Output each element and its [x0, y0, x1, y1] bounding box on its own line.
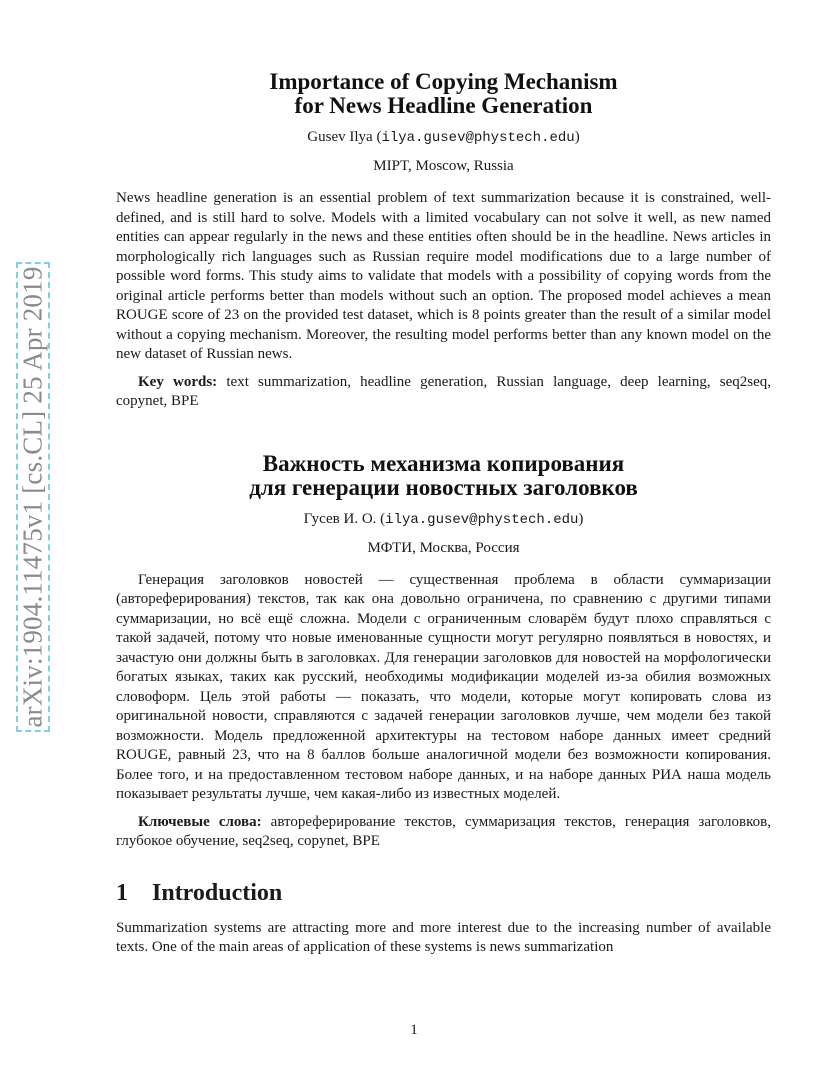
- russian-keywords: [116, 813, 771, 852]
- english-title-line1: Importance of Copying Mechanism: [269, 69, 618, 94]
- introduction-paragraph: Summarization systems are attracting more and more interest due to the increasing number of available texts. One of the main areas of application of these systems is news summarization: [116, 919, 771, 955]
- russian-author: [116, 510, 771, 529]
- english-author-close: ): [574, 129, 580, 145]
- russian-title-line2: для генерации новостных заголовков: [249, 474, 638, 500]
- russian-abstract: Генерация заголовков новостей — существенная проблема в области суммаризации (автореферирования) текстов, так как она довольно ограничена, по сравнению с другими типами суммаризации, но всё ещё сложна. Модели с ограниченным словарём будут плохо справляться с такой задачей, потому что новые именованные сущности могут регулярно появляться в новостях, и зачастую они должны быть в заголовках. Для генерации заголовков для новостей на морфологически богатых языках, таких как русский, необходимы модификации моделей из-за обилия возможных словоформ. Цель этой работы — показать, что модели, которые могут копировать слова из оригинальной новости, справляются с задачей генерации заголовков лучше, чем модели без такой возможности. Модель предложенной архитектуры на тестовом наборе данных имеет средний ROUGE, равный 23, что на 8 баллов больше аналогичной модели без возможности копирования. Более того, и на предоставленном тестовом наборе данных, и на наборе данных РИА наша модель показывает результаты лучше, чем какая-либо из известных моделей.: [116, 571, 771, 802]
- arxiv-identifier: arXiv:1904.11475v1 [cs.CL] 25 Apr 2019: [17, 266, 48, 728]
- english-affiliation: MIPT, Moscow, Russia: [373, 158, 514, 174]
- russian-author-name: Гусев И. О. (: [303, 510, 386, 527]
- russian-title: [116, 452, 771, 500]
- english-title: [116, 70, 771, 118]
- russian-title-line1: Важность механизма копирования: [262, 450, 625, 476]
- section-heading-introduction: [116, 880, 771, 907]
- english-keywords-label: Key words:: [138, 373, 218, 390]
- russian-author-close: ): [578, 510, 584, 527]
- english-author-name: Gusev Ilya (: [307, 129, 382, 145]
- english-block: [116, 70, 771, 412]
- english-author: [116, 128, 771, 147]
- russian-block: [116, 452, 771, 852]
- russian-keywords-list: автореферирование текстов, суммаризация текстов, генерация заголовков, глубокое обучение, seq2seq, copynet, BPE: [116, 813, 771, 849]
- russian-affiliation: МФТИ, Москва, Россия: [367, 539, 520, 556]
- russian-keywords-label: Ключевые слова:: [138, 813, 262, 830]
- section-title: Introduction: [152, 879, 283, 906]
- main-column: [116, 70, 771, 966]
- section-number: 1: [116, 879, 128, 906]
- page-number: 1: [410, 1022, 418, 1038]
- arxiv-stamp: [16, 262, 50, 732]
- english-title-line2: for News Headline Generation: [294, 93, 593, 118]
- english-keywords: [116, 373, 771, 412]
- english-abstract: News headline generation is an essential problem of text summarization because it is constrained, well-defined, and is still hard to solve. Models with a limited vocabulary can not solve it well, as new named entities can appear regularly in the news and these entities often should be in the headline. News articles in morphologically rich languages such as Russian require model modifications due to a large number of possible word forms. This study aims to validate that models with a possibility of copying words from the original article performs better than models without such an option. The proposed model achieves a mean ROUGE score of 23 on the provided test dataset, which is 8 points greater than the result of a similar model without a copying mechanism. Moreover, the resulting model performs better than any known model on the new dataset of Russian news.: [116, 190, 771, 362]
- english-author-email: ilya.gusev@phystech.edu: [381, 130, 575, 146]
- russian-author-email: ilya.gusev@phystech.edu: [385, 511, 579, 528]
- english-keywords-list: text summarization, headline generation, Russian language, deep learning, seq2seq, copynet, BPE: [116, 373, 771, 409]
